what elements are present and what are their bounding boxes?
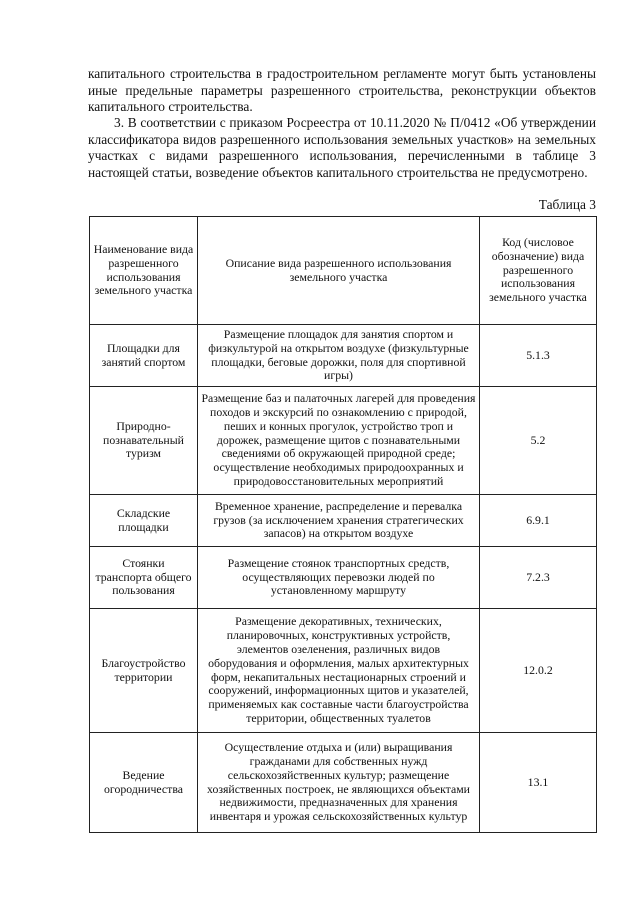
table-row (90, 495, 597, 547)
table-row (90, 387, 597, 495)
row-description: Размещение декоративных, технических, планировочных, конструктивных устройств, элементов озеленения, различных видов оборудования и оформления, малых архитектурных форм, некапитальных нестационарных строений и сооружений, информационных щитов и указателей, применяемых как составные части благоустройства территории, общественных туалетов (198, 609, 480, 733)
header-description: Описание вида разрешенного использования земельного участка (198, 217, 480, 325)
table-row (90, 547, 597, 609)
table-row (90, 325, 597, 387)
table-row (90, 609, 597, 733)
row-code: 13.1 (480, 733, 597, 833)
paragraph-item-3: 3. В соответствии с приказом Росреестра от 10.11.2020 № П/0412 «Об утверждении классификатора видов разрешенного использования земельных участков» на земельных участках с видами разрешенного использования, перечисленными в таблице 3 настоящей статьи, возведение объектов капитального строительства не предусмотрено. (88, 115, 596, 180)
row-code: 5.1.3 (480, 325, 597, 387)
row-code: 12.0.2 (480, 609, 597, 733)
land-use-table (89, 216, 597, 833)
row-description: Размещение стоянок транспортных средств, осуществляющих перевозки людей по установленному маршруту (198, 547, 480, 609)
row-name: Складские площадки (90, 495, 198, 547)
header-name: Наименование вида разрешенного использования земельного участка (90, 217, 198, 325)
row-description: Временное хранение, распределение и перевалка грузов (за исключением хранения стратегических запасов) на открытом воздухе (198, 495, 480, 547)
table-caption: Таблица 3 (538, 197, 596, 212)
row-code: 5.2 (480, 387, 597, 495)
table-row (90, 733, 597, 833)
row-description: Осуществление отдыха и (или) выращивания гражданами для собственных нужд сельскохозяйственных культур; размещение хозяйственных построек, не являющихся объектами недвижимости, предназначенных для хранения инвентаря и урожая сельскохозяйственных культур (198, 733, 480, 833)
row-name: Ведение огородничества (90, 733, 198, 833)
row-name: Площадки для занятий спортом (90, 325, 198, 387)
row-name: Природно-познавательный туризм (90, 387, 198, 495)
row-description: Размещение площадок для занятия спортом и физкультурой на открытом воздухе (физкультурные площадки, беговые дорожки, поля для спортивной игры) (198, 325, 480, 387)
table-header-row (90, 217, 597, 325)
row-code: 6.9.1 (480, 495, 597, 547)
row-name: Благоустройство территории (90, 609, 198, 733)
header-code: Код (числовое обозначение) вида разрешенного использования земельного участка (480, 217, 597, 325)
row-code: 7.2.3 (480, 547, 597, 609)
paragraph-continuation: капитального строительства в градостроительном регламенте могут быть установлены иные предельные параметры разрешенного строительства, реконструкции объектов капитального строительства. (88, 66, 596, 114)
row-name: Стоянки транспорта общего пользования (90, 547, 198, 609)
row-description: Размещение баз и палаточных лагерей для проведения походов и экскурсий по ознакомлению с природой, пеших и конных прогулок, устройство троп и дорожек, размещение щитов с познавательными сведениями об окружающей природной среде; осуществление необходимых природоохранных и природовосстановительных мероприятий (198, 387, 480, 495)
